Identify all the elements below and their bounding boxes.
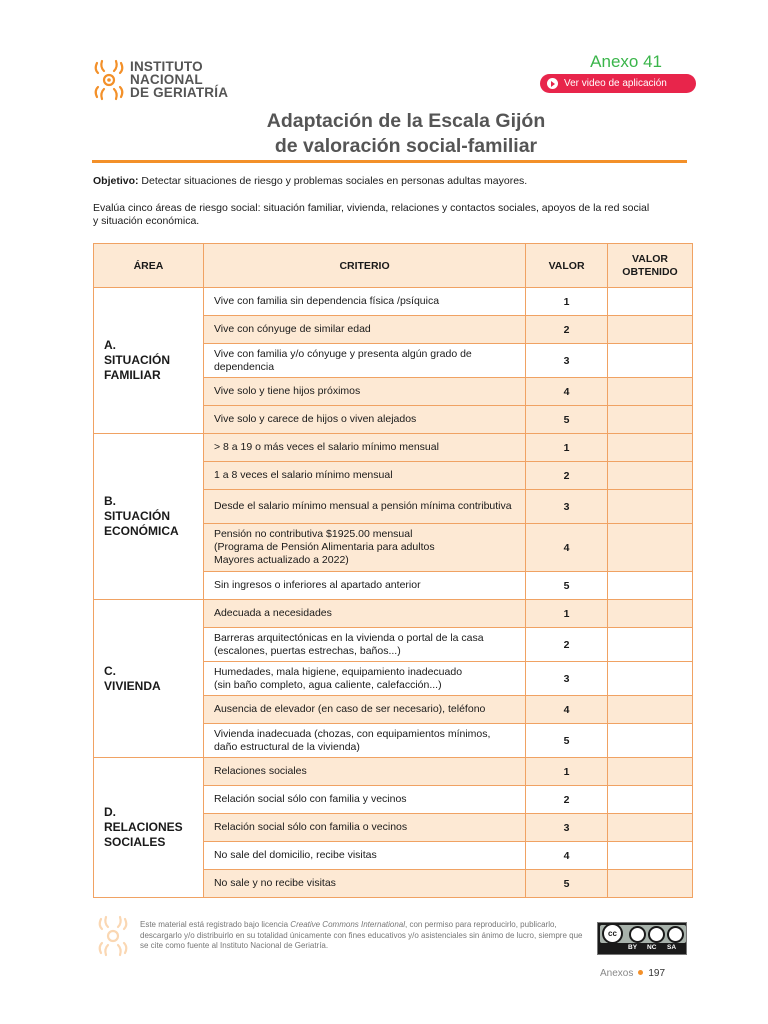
table-row <box>94 600 693 628</box>
criterion-cell: Vive solo y tiene hijos próximos <box>203 378 525 406</box>
value-cell: 1 <box>526 288 608 316</box>
criterion-cell: No sale y no recibe visitas <box>203 870 525 898</box>
description-text: Evalúa cinco áreas de riesgo social: situación familiar, vivienda, relaciones y contactos sociales, apoyos de la red social y situación económica. <box>93 202 650 227</box>
criterion-cell: Ausencia de elevador (en caso de ser necesario), teléfono <box>203 696 525 724</box>
value-cell: 3 <box>526 662 608 696</box>
annex-label: Anexo 41 <box>590 52 662 71</box>
objective-body: Detectar situaciones de riesgo y problemas sociales en personas adultas mayores. <box>138 175 528 187</box>
logo-wordmark <box>130 60 228 99</box>
obtained-value-cell[interactable] <box>608 490 693 524</box>
obtained-value-cell[interactable] <box>608 870 693 898</box>
obtained-value-cell[interactable] <box>608 696 693 724</box>
nc-icon <box>648 926 665 943</box>
obtained-value-cell[interactable] <box>608 600 693 628</box>
value-cell: 3 <box>526 814 608 842</box>
table-row <box>94 288 693 316</box>
institute-logo <box>92 58 242 104</box>
criterion-cell: Vive solo y carece de hijos o viven alejados <box>203 406 525 434</box>
value-cell: 4 <box>526 842 608 870</box>
value-cell: 4 <box>526 378 608 406</box>
obtained-value-cell[interactable] <box>608 316 693 344</box>
obtained-value-cell[interactable] <box>608 572 693 600</box>
license-name: Creative Commons International <box>290 920 406 929</box>
cc-license-badge <box>597 922 687 955</box>
criterion-cell: Sin ingresos o inferiores al apartado anterior <box>203 572 525 600</box>
value-cell: 5 <box>526 406 608 434</box>
obtained-value-cell[interactable] <box>608 724 693 758</box>
criterion-cell: Vivienda inadecuada (chozas, con equipamientos mínimos, daño estructural de la vivienda) <box>203 724 525 758</box>
obtained-value-cell[interactable] <box>608 842 693 870</box>
area-cell: C. VIVIENDA <box>94 600 204 758</box>
value-cell: 5 <box>526 870 608 898</box>
header-area: ÁREA <box>94 244 204 288</box>
play-icon <box>547 78 558 89</box>
value-cell: 1 <box>526 434 608 462</box>
criterion-cell: Barreras arquitectónicas en la vivienda o portal de la casa (escalones, puertas estrechas, baños...) <box>203 628 525 662</box>
value-cell: 2 <box>526 786 608 814</box>
area-cell: A. SITUACIÓN FAMILIAR <box>94 288 204 434</box>
value-cell: 2 <box>526 316 608 344</box>
logo-line-1: INSTITUTO <box>130 59 203 74</box>
obtained-value-cell[interactable] <box>608 378 693 406</box>
value-cell: 4 <box>526 696 608 724</box>
cc-icon: cc <box>602 923 623 944</box>
obtained-value-cell[interactable] <box>608 406 693 434</box>
page-footer <box>600 968 665 979</box>
header-obtained: VALOR OBTENIDO <box>608 244 693 288</box>
criterion-cell: > 8 a 19 o más veces el salario mínimo mensual <box>203 434 525 462</box>
value-cell: 2 <box>526 628 608 662</box>
cc-label-sa: SA <box>667 944 677 951</box>
obtained-value-cell[interactable] <box>608 288 693 316</box>
criterion-cell: No sale del domicilio, recibe visitas <box>203 842 525 870</box>
obtained-value-cell[interactable] <box>608 786 693 814</box>
page-title-line-1: Adaptación de la Escala Gijón <box>266 110 546 132</box>
obtained-value-cell[interactable] <box>608 344 693 378</box>
logo-line-3: DE GERIATRÍA <box>130 85 229 100</box>
title-divider <box>92 160 687 163</box>
obtained-value-cell[interactable] <box>608 462 693 490</box>
license-pre: Este material está registrado bajo licencia <box>140 920 291 929</box>
objective-text <box>93 175 527 188</box>
value-cell: 2 <box>526 462 608 490</box>
table-row <box>94 434 693 462</box>
license-post: , con permiso para reproducirlo, publicarlo, descargarlo y/o distribuirlo en su totalidad únicamente con fines educativos y/o asistenciales sin ánimo de lucro, siempre que se cite como fuente al Instituto Nacional de Geriatría. <box>140 920 583 950</box>
header-value: VALOR <box>526 244 608 288</box>
criterion-cell: Relación social sólo con familia y vecinos <box>203 786 525 814</box>
value-cell: 3 <box>526 344 608 378</box>
header-criterion: CRITERIO <box>203 244 525 288</box>
value-cell: 1 <box>526 600 608 628</box>
criterion-cell: Desde el salario mínimo mensual a pensión mínima contributiva <box>203 490 525 524</box>
objective-label: Objetivo: <box>93 175 139 187</box>
criterion-cell: Humedades, mala higiene, equipamiento inadecuado (sin baño completo, agua caliente, calefacción...) <box>203 662 525 696</box>
cc-label-by: BY <box>628 944 638 951</box>
table-row <box>94 758 693 786</box>
cc-label-nc: NC <box>647 944 657 951</box>
logo-line-2: NACIONAL <box>130 72 203 87</box>
criterion-cell: Adecuada a necesidades <box>203 600 525 628</box>
table-header-row <box>94 244 693 288</box>
footer-logo-icon <box>96 914 130 958</box>
license-notice <box>140 920 586 952</box>
obtained-value-cell[interactable] <box>608 758 693 786</box>
cc-icons-strip <box>600 925 686 943</box>
obtained-value-cell[interactable] <box>608 434 693 462</box>
obtained-value-cell[interactable] <box>608 524 693 572</box>
watch-video-label: Ver video de aplicación <box>564 78 667 89</box>
section-label: Anexos <box>600 968 634 979</box>
geriatria-logo-icon <box>92 58 126 102</box>
value-cell: 4 <box>526 524 608 572</box>
criterion-cell: Relaciones sociales <box>203 758 525 786</box>
obtained-value-cell[interactable] <box>608 628 693 662</box>
page-number: 197 <box>648 968 666 979</box>
value-cell: 3 <box>526 490 608 524</box>
by-icon <box>629 926 646 943</box>
obtained-value-cell[interactable] <box>608 662 693 696</box>
obtained-value-cell[interactable] <box>608 814 693 842</box>
criterion-cell: Pensión no contributiva $1925.00 mensual (Programa de Pensión Alimentaria para adultos Mayores actualizado a 2022) <box>203 524 525 572</box>
area-cell: B. SITUACIÓN ECONÓMICA <box>94 434 204 600</box>
criterion-cell: Vive con cónyuge de similar edad <box>203 316 525 344</box>
bullet-dot <box>638 970 643 975</box>
sa-icon <box>667 926 684 943</box>
value-cell: 5 <box>526 724 608 758</box>
value-cell: 5 <box>526 572 608 600</box>
criterion-cell: Vive con familia sin dependencia física /psíquica <box>203 288 525 316</box>
page-title-line-2: de valoración social-familiar <box>274 135 538 157</box>
watch-video-button[interactable] <box>540 74 696 93</box>
area-cell: D. RELACIONES SOCIALES <box>94 758 204 898</box>
criterion-cell: 1 a 8 veces el salario mínimo mensual <box>203 462 525 490</box>
criterion-cell: Relación social sólo con familia o vecinos <box>203 814 525 842</box>
gijon-scale-table <box>93 243 693 898</box>
value-cell: 1 <box>526 758 608 786</box>
criterion-cell: Vive con familia y/o cónyuge y presenta algún grado de dependencia <box>203 344 525 378</box>
